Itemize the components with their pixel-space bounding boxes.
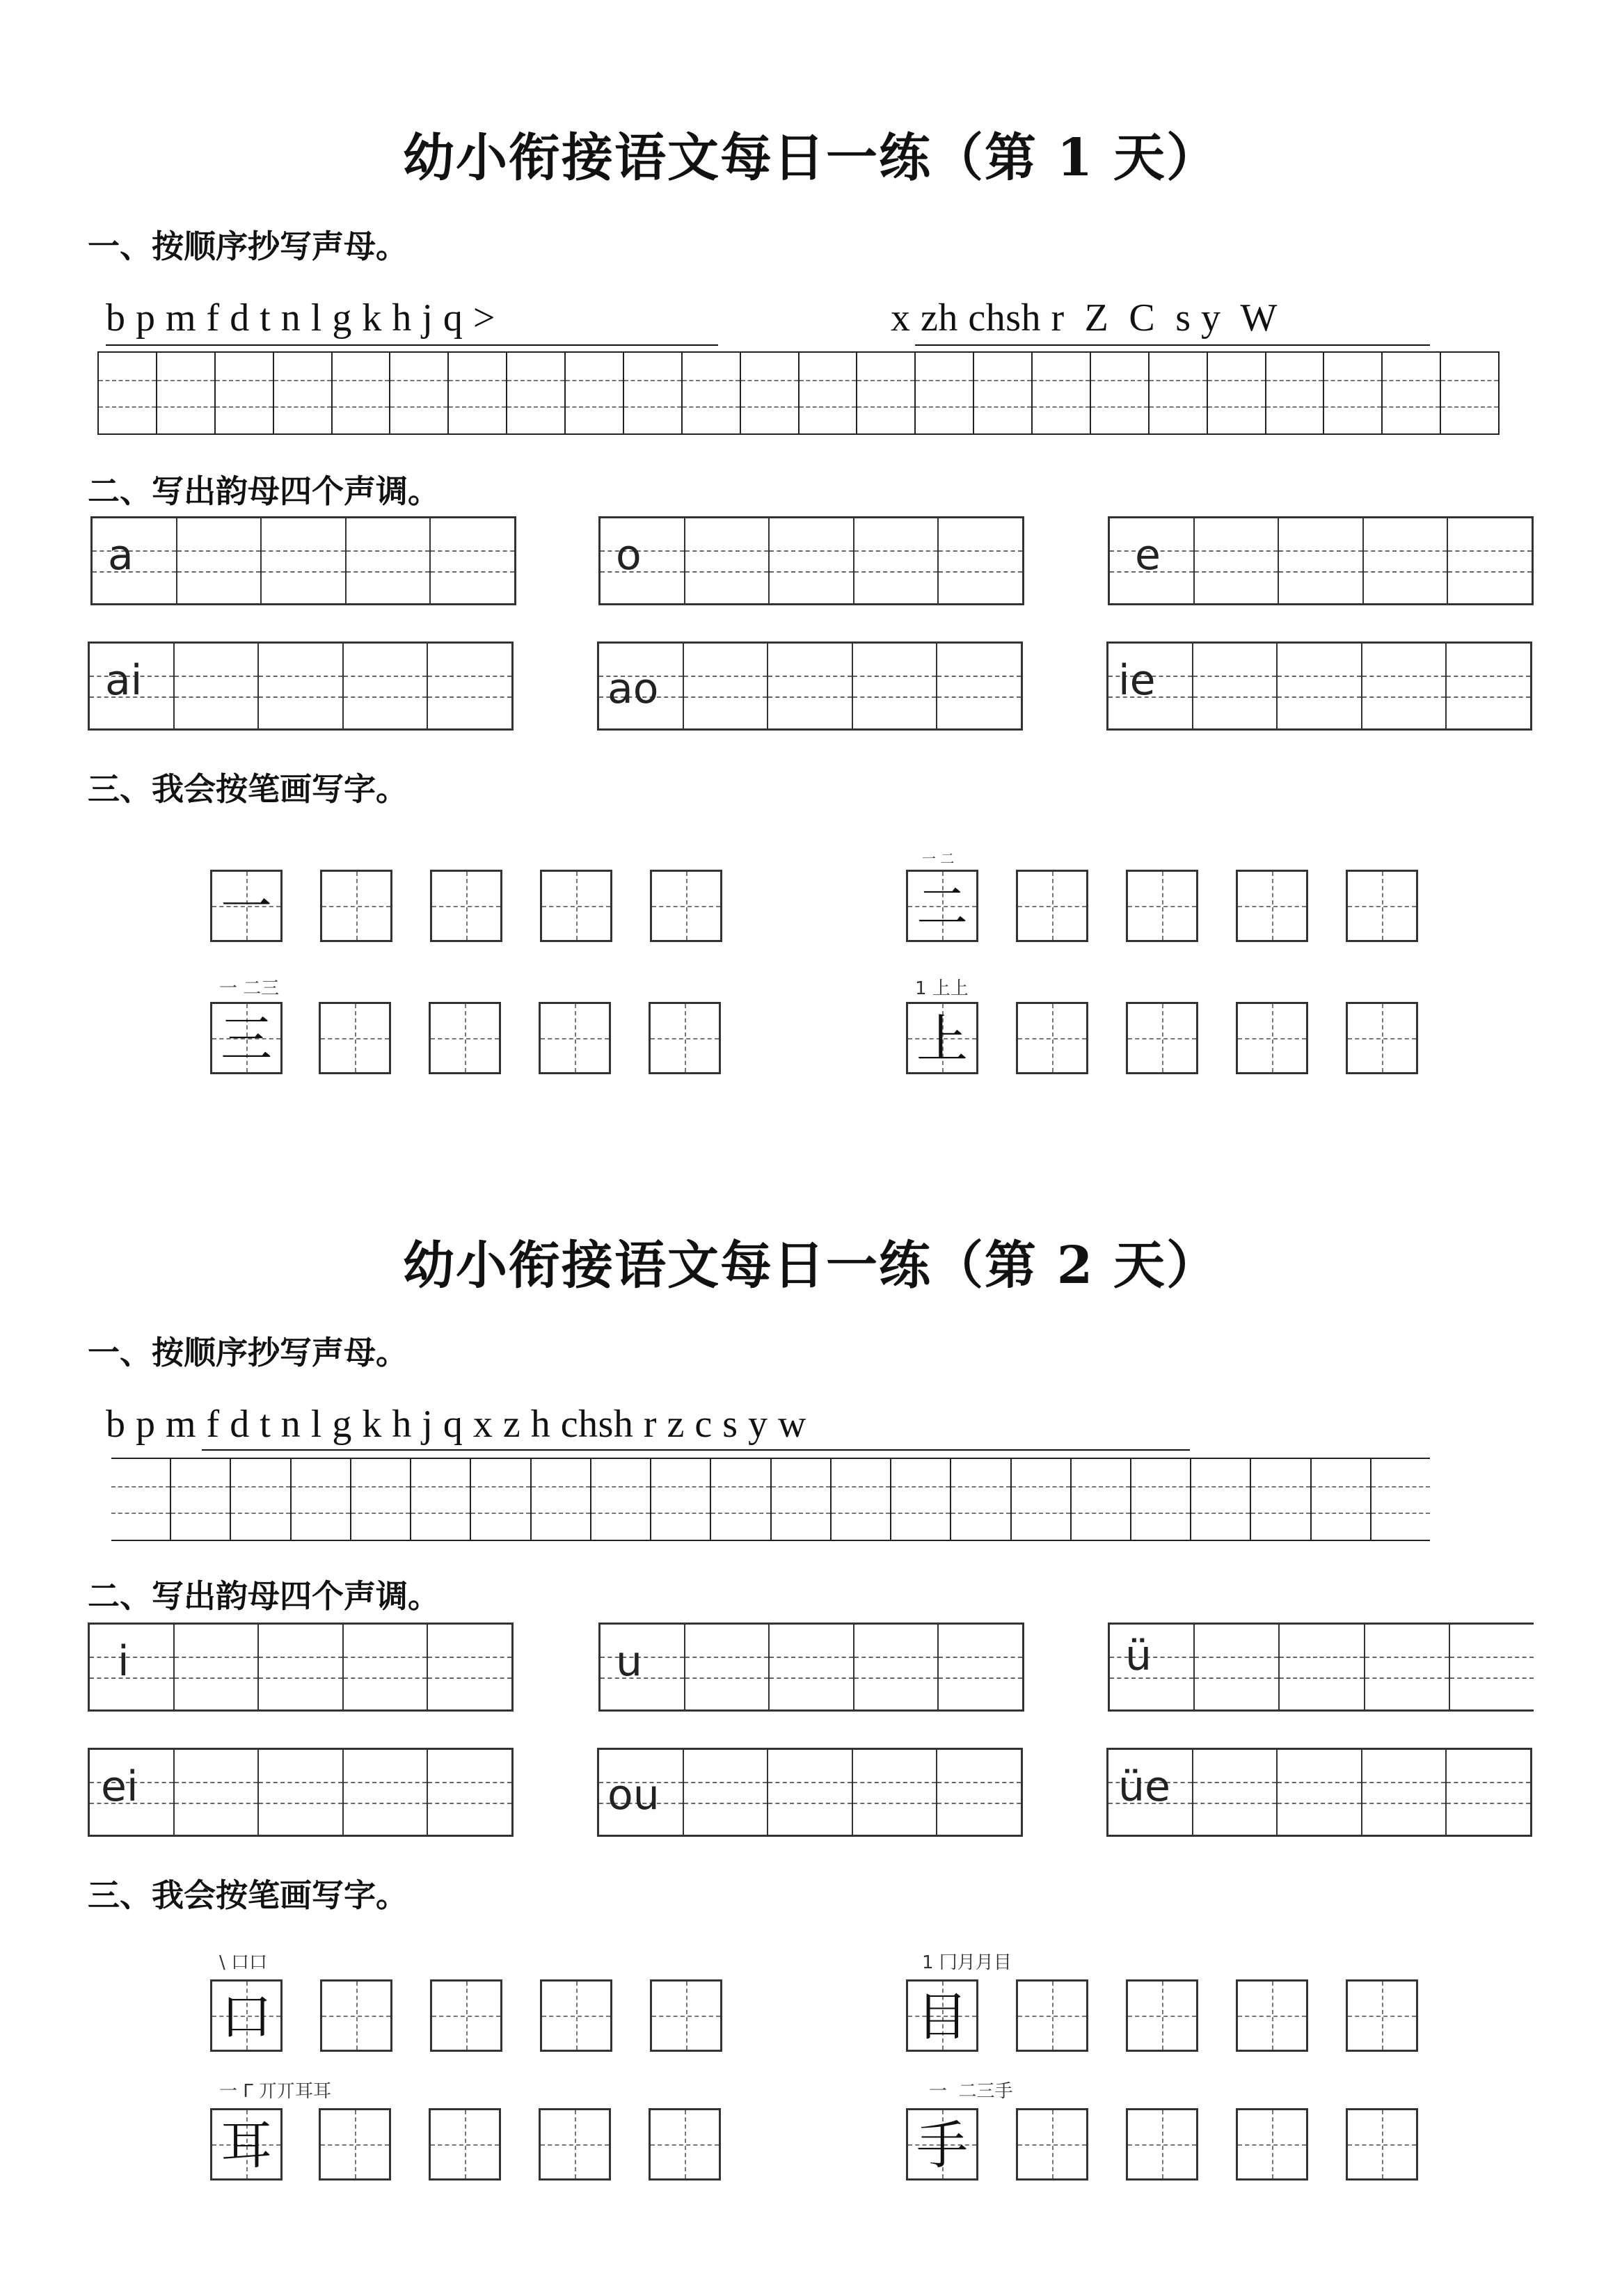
day2-vowel-row-i[interactable]: [88, 1623, 514, 1712]
tianzige-cell-model: [210, 2108, 283, 2181]
day1-letters-part1: b p m f d t n l g k h j q >: [106, 296, 495, 340]
stroke-order-hint: 一 二: [922, 850, 955, 867]
day1-vowel-row-ai[interactable]: [88, 641, 514, 731]
model-character: 二: [916, 877, 968, 937]
day1-letters-underline-2: [915, 344, 1430, 346]
stroke-order-hint: 一 Γ 丌丌耳耳: [219, 2081, 332, 2102]
tianzige-cell[interactable]: [1346, 1979, 1418, 2052]
vowel-label: ai: [105, 656, 143, 705]
model-character: 上: [916, 1010, 968, 1069]
model-character: 三: [221, 1010, 272, 1069]
day2-vowel-row-ei[interactable]: [88, 1748, 514, 1837]
vowel-label: ao: [607, 664, 659, 713]
day1-section2-heading: 二、写出韵母四个声调。: [88, 472, 440, 510]
tianzige-cell[interactable]: [429, 1002, 501, 1074]
tianzige-cell-model: [906, 1002, 978, 1074]
tianzige-cell[interactable]: [1346, 870, 1418, 942]
vowel-label: ou: [607, 1771, 660, 1819]
vowel-label: e: [1135, 531, 1161, 580]
tianzige-cell[interactable]: [649, 2108, 721, 2181]
tianzige-cell[interactable]: [429, 2108, 501, 2181]
tianzige-cell[interactable]: [1126, 870, 1198, 942]
vowel-label: ie: [1118, 656, 1156, 705]
tianzige-cell[interactable]: [319, 2108, 391, 2181]
model-character: 手: [916, 2116, 968, 2176]
tianzige-cell[interactable]: [1016, 1979, 1088, 2052]
tianzige-cell[interactable]: [1016, 1002, 1088, 1074]
tianzige-cell[interactable]: [540, 870, 612, 942]
tianzige-cell[interactable]: [320, 870, 392, 942]
tianzige-cell-model: [906, 870, 978, 942]
day1-letters-part2: x zh chsh r Z C s y W: [891, 296, 1278, 340]
vowel-label: a: [108, 531, 134, 580]
tianzige-cell[interactable]: [1016, 870, 1088, 942]
day2-vowel-row-ue[interactable]: [1106, 1748, 1532, 1837]
day2-vowel-row-ou[interactable]: [597, 1748, 1023, 1837]
tianzige-cell[interactable]: [1016, 2108, 1088, 2181]
tianzige-cell[interactable]: [650, 870, 722, 942]
tianzige-cell[interactable]: [1236, 1002, 1308, 1074]
day2-vowel-row-u-umlaut[interactable]: [1108, 1623, 1534, 1712]
day1-copy-grid[interactable]: [97, 351, 1500, 435]
tianzige-cell[interactable]: [539, 2108, 611, 2181]
day1-vowel-row-o[interactable]: [598, 516, 1024, 605]
tianzige-cell[interactable]: [1126, 1979, 1198, 2052]
vowel-label: ü: [1125, 1632, 1152, 1680]
tianzige-cell[interactable]: [1126, 1002, 1198, 1074]
stroke-order-hint: 1 冂月月目: [922, 1952, 1012, 1973]
day1-vowel-row-e[interactable]: [1108, 516, 1534, 605]
vowel-label: üe: [1118, 1762, 1170, 1811]
day1-section1-heading: 一、按顺序抄写声母。: [88, 228, 408, 265]
day1-title: 幼小衔接语文每日一练（第 1 天）: [402, 128, 1219, 188]
tianzige-cell[interactable]: [1236, 1979, 1308, 2052]
tianzige-cell[interactable]: [1236, 2108, 1308, 2181]
tianzige-cell-model: [210, 870, 283, 942]
tianzige-cell[interactable]: [539, 1002, 611, 1074]
day2-section1-heading: 一、按顺序抄写声母。: [88, 1334, 408, 1371]
model-character: 耳: [221, 2116, 272, 2176]
tianzige-cell[interactable]: [1346, 1002, 1418, 1074]
tianzige-cell[interactable]: [649, 1002, 721, 1074]
tianzige-cell[interactable]: [650, 1979, 722, 2052]
model-character: 口: [221, 1987, 272, 2047]
vowel-label: i: [118, 1637, 129, 1686]
day2-copy-grid[interactable]: [111, 1458, 1430, 1541]
tianzige-cell[interactable]: [320, 1979, 392, 2052]
day2-section2-heading: 二、写出韵母四个声调。: [88, 1577, 440, 1615]
stroke-order-hint: 一 二三手: [929, 2081, 1013, 2102]
stroke-order-hint: \ 口口: [219, 1952, 268, 1973]
tianzige-cell-model: [906, 1979, 978, 2052]
day1-letters-underline: [106, 344, 718, 346]
day1-section3-heading: 三、我会按笔画写字。: [88, 770, 408, 808]
tianzige-cell-model: [210, 1979, 283, 2052]
tianzige-cell[interactable]: [319, 1002, 391, 1074]
vowel-label: ei: [101, 1762, 138, 1811]
day1-vowel-row-ao[interactable]: [597, 641, 1023, 731]
tianzige-cell[interactable]: [430, 870, 502, 942]
day2-title: 幼小衔接语文每日一练（第 2 天）: [402, 1236, 1219, 1296]
tianzige-cell-model: [210, 1002, 283, 1074]
stroke-order-hint: 一 二三: [219, 978, 280, 999]
vowel-label: u: [616, 1637, 643, 1686]
tianzige-cell-model: [906, 2108, 978, 2181]
day1-vowel-row-ie[interactable]: [1106, 641, 1532, 731]
day2-letters-underline: [202, 1449, 1190, 1451]
day2-section3-heading: 三、我会按笔画写字。: [88, 1876, 408, 1914]
day2-letters: b p m f d t n l g k h j q x z h chsh r z c s y w: [106, 1403, 806, 1446]
model-character: 一: [221, 877, 272, 937]
tianzige-cell[interactable]: [1236, 870, 1308, 942]
vowel-label: o: [616, 531, 642, 580]
tianzige-cell[interactable]: [540, 1979, 612, 2052]
tianzige-cell[interactable]: [430, 1979, 502, 2052]
tianzige-cell[interactable]: [1126, 2108, 1198, 2181]
day1-vowel-row-a[interactable]: [90, 516, 516, 605]
day2-vowel-row-u[interactable]: [598, 1623, 1024, 1712]
stroke-order-hint: 1 上上: [915, 978, 969, 999]
tianzige-cell[interactable]: [1346, 2108, 1418, 2181]
model-character: 目: [916, 1987, 968, 2047]
